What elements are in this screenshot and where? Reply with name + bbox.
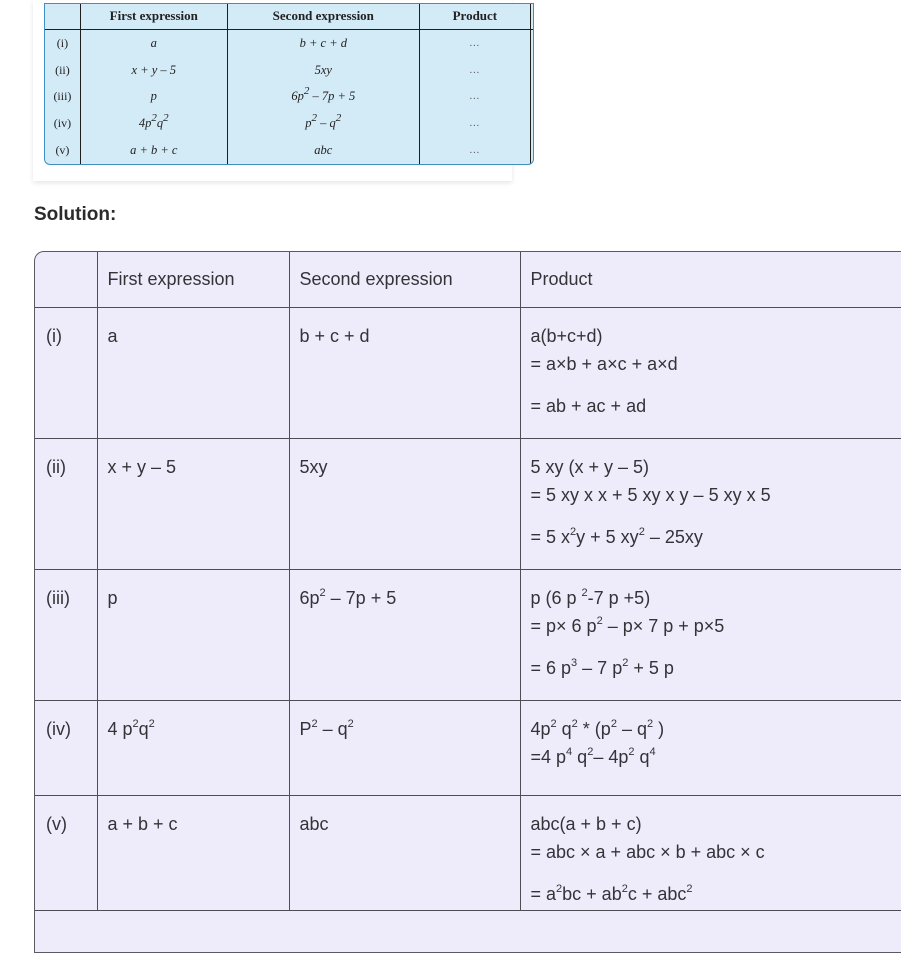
book-second-expression: b + c + d [227,29,419,56]
book-product: ... [419,110,530,137]
product-result: =4 $p^4$ $q^2-$ $4p^2$ $q^4$ [531,743,901,771]
book-product: ... [419,137,530,164]
product-line: abc(a + b + c) [531,810,901,838]
row-number: (ii) [35,439,97,570]
solution-header-row [35,252,901,308]
book-product: ... [419,29,530,56]
first-expression: 4 $p^2q^2$ [97,701,289,796]
book-spacer [530,110,533,137]
book-row-num: (iii) [45,83,80,110]
book-header-second: Second expression [227,4,419,29]
book-spacer [530,29,533,56]
textbook-table [44,3,534,165]
first-expression: x + y – 5 [97,439,289,570]
solution-row [35,308,901,439]
row-number: (i) [35,308,97,439]
row-number: (iii) [35,570,97,701]
header-product: Product [520,252,901,308]
book-first-expression: p [80,83,227,110]
book-row [45,110,533,137]
book-second-expression: $p^2 - q^2$ [227,110,419,137]
product-line: = 5 xy x x + 5 xy x y – 5 xy x 5 [531,481,901,509]
product-line: p (6 p $^2$-7 p +5) [531,584,901,612]
product-line: 5 xy (x + y – 5) [531,453,901,481]
second-expression: $6p^2 - 7p + 5$ [289,570,520,701]
product-line: = p× 6 $p^2 - p\times 7$ p + p×5 [531,612,901,640]
product-cell [520,570,901,701]
first-expression: p [97,570,289,701]
book-row [45,137,533,164]
book-header-blank [45,4,80,29]
product-result: = 5 $x^2y + 5$ $xy^2 - 25xy$ [531,523,901,551]
second-expression: b + c + d [289,308,520,439]
solution-row [35,796,901,911]
book-header-product: Product [419,4,530,29]
solution-row [35,701,901,796]
book-second-expression: abc [227,137,419,164]
first-expression: a [97,308,289,439]
product-cell [520,308,901,439]
book-first-expression: $4p^2q^2$ [80,110,227,137]
book-second-expression: 5xy [227,57,419,84]
second-expression: abc [289,796,520,911]
book-row [45,29,533,56]
row-number: (iv) [35,701,97,796]
book-header-first: First expression [80,4,227,29]
book-second-expression: $6p^2 - 7p + 5$ [227,83,419,110]
book-spacer [530,57,533,84]
book-product: ... [419,57,530,84]
row-number: (v) [35,796,97,911]
book-row [45,57,533,84]
product-result: = 6 $p^3 - 7$ $p^2 + 5$ p [531,654,901,682]
textbook-table-image [33,0,512,181]
book-first-expression: a [80,29,227,56]
book-row-num: (iv) [45,110,80,137]
product-line: = abc × a + abc × b + abc × c [531,838,901,866]
product-cell [520,796,901,911]
book-spacer [530,83,533,110]
header-second-expression: Second expression [289,252,520,308]
book-row [45,83,533,110]
book-row-num: (v) [45,137,80,164]
book-first-expression: x + y – 5 [80,57,227,84]
book-first-expression: a + b + c [80,137,227,164]
first-expression: a + b + c [97,796,289,911]
header-first-expression: First expression [97,252,289,308]
book-row-num: (ii) [45,57,80,84]
product-cell [520,701,901,796]
product-line: a(b+c+d) [531,322,901,350]
header-blank [35,252,97,308]
product-result: = $a^2bc + ab^2c + abc^2$ [531,880,901,908]
book-spacer [530,137,533,164]
book-header-spacer [530,4,533,29]
product-cell [520,439,901,570]
solution-heading: Solution: [34,204,116,226]
solution-row [35,570,901,701]
product-line: = a×b + a×c + a×d [531,350,901,378]
product-result: = ab + ac + ad [531,392,901,420]
second-expression: 5xy [289,439,520,570]
solution-row [35,439,901,570]
second-expression: $P^2 - q^2$ [289,701,520,796]
book-row-num: (i) [45,29,80,56]
solution-table [34,251,901,953]
product-line: $4p^2$ $q^2 * (p^2 - q^2$ ) [531,715,901,743]
book-product: ... [419,83,530,110]
